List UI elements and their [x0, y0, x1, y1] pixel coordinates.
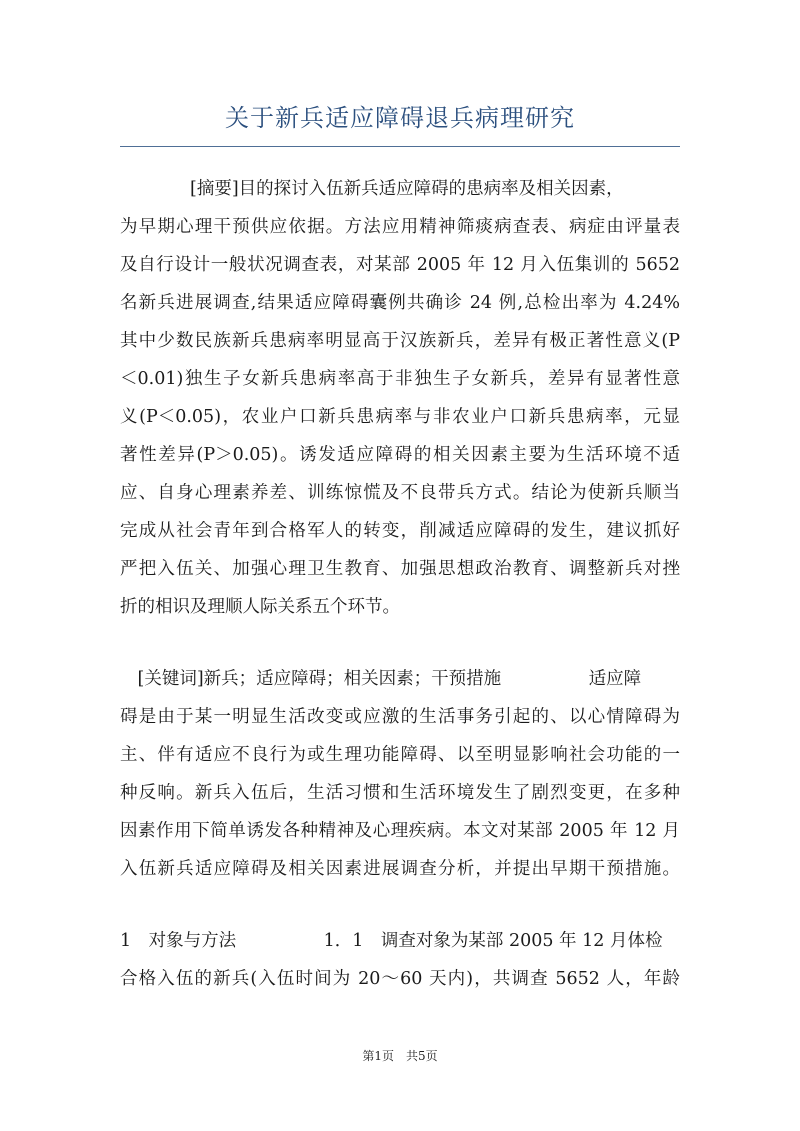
body-line: [关键词]新兵；适应障碍；相关因素；干预措施 适应障 [120, 669, 642, 689]
body-line: ＜0.01)独生子女新兵患病率高于非独生子女新兵，差异有显著性意 [120, 369, 680, 389]
body-line: 种反响。新兵入伍后，生活习惯和生活环境发生了剧烈变更，在多种 [120, 783, 680, 803]
page-number-footer: 第1页 共5页 [362, 1049, 438, 1063]
body-line: 应、自身心理素养差、训练惊慌及不良带兵方式。结论为使新兵顺当 [120, 483, 680, 503]
document-title: 关于新兵适应障碍退兵病理研究 [225, 104, 575, 132]
body-line: 为早期心理干预供应依据。方法应用精神筛痰病查表、病症由评量表 [120, 217, 680, 237]
body-line: 主、伴有适应不良行为或生理功能障碍、以至明显影响社会功能的一 [120, 745, 680, 765]
title-divider [120, 146, 680, 147]
body-line: 严把入伍关、加强心理卫生教育、加强思想政治教育、调整新兵对挫 [120, 559, 680, 579]
body-line: 义(P＜0.05)，农业户口新兵患病率与非农业户口新兵患病率，元显 [120, 407, 680, 427]
body-line: 及自行设计一般状况调查表，对某部 2005 年 12 月入伍集训的 5652 [120, 255, 680, 275]
body-line: 著性差异(P＞0.05)。诱发适应障碍的相关因素主要为生活环境不适 [120, 445, 680, 465]
body-line: 1 对象与方法 1．1 调查对象为某部 2005 年 12 月体检 [120, 931, 663, 951]
body-line: 因素作用下简单诱发各种精神及心理疾病。本文对某部 2005 年 12 月 [120, 821, 680, 841]
body-line: 合格入伍的新兵(入伍时间为 20～60 天内)，共调查 5652 人，年龄 [120, 969, 680, 989]
body-line: 碍是由于某一明显生活改变或应激的生活事务引起的、以心情障碍为 [120, 707, 680, 727]
body-line: 其中少数民族新兵患病率明显高于汉族新兵，差异有极正著性意义(P [120, 331, 680, 351]
body-line: 折的相识及理顺人际关系五个环节。 [120, 597, 400, 617]
body-line: 名新兵进展调查,结果适应障碍囊例共确诊 24 例,总检出率为 4.24% [120, 293, 680, 313]
body-line: [摘要]目的探讨入伍新兵适应障碍的患病率及相关因素， [120, 179, 624, 199]
body-line: 完成从社会青年到合格军人的转变，削减适应障碍的发生，建议抓好 [120, 521, 680, 541]
body-line: 入伍新兵适应障碍及相关因素进展调查分析，并提出早期干预措施。 [120, 859, 680, 879]
